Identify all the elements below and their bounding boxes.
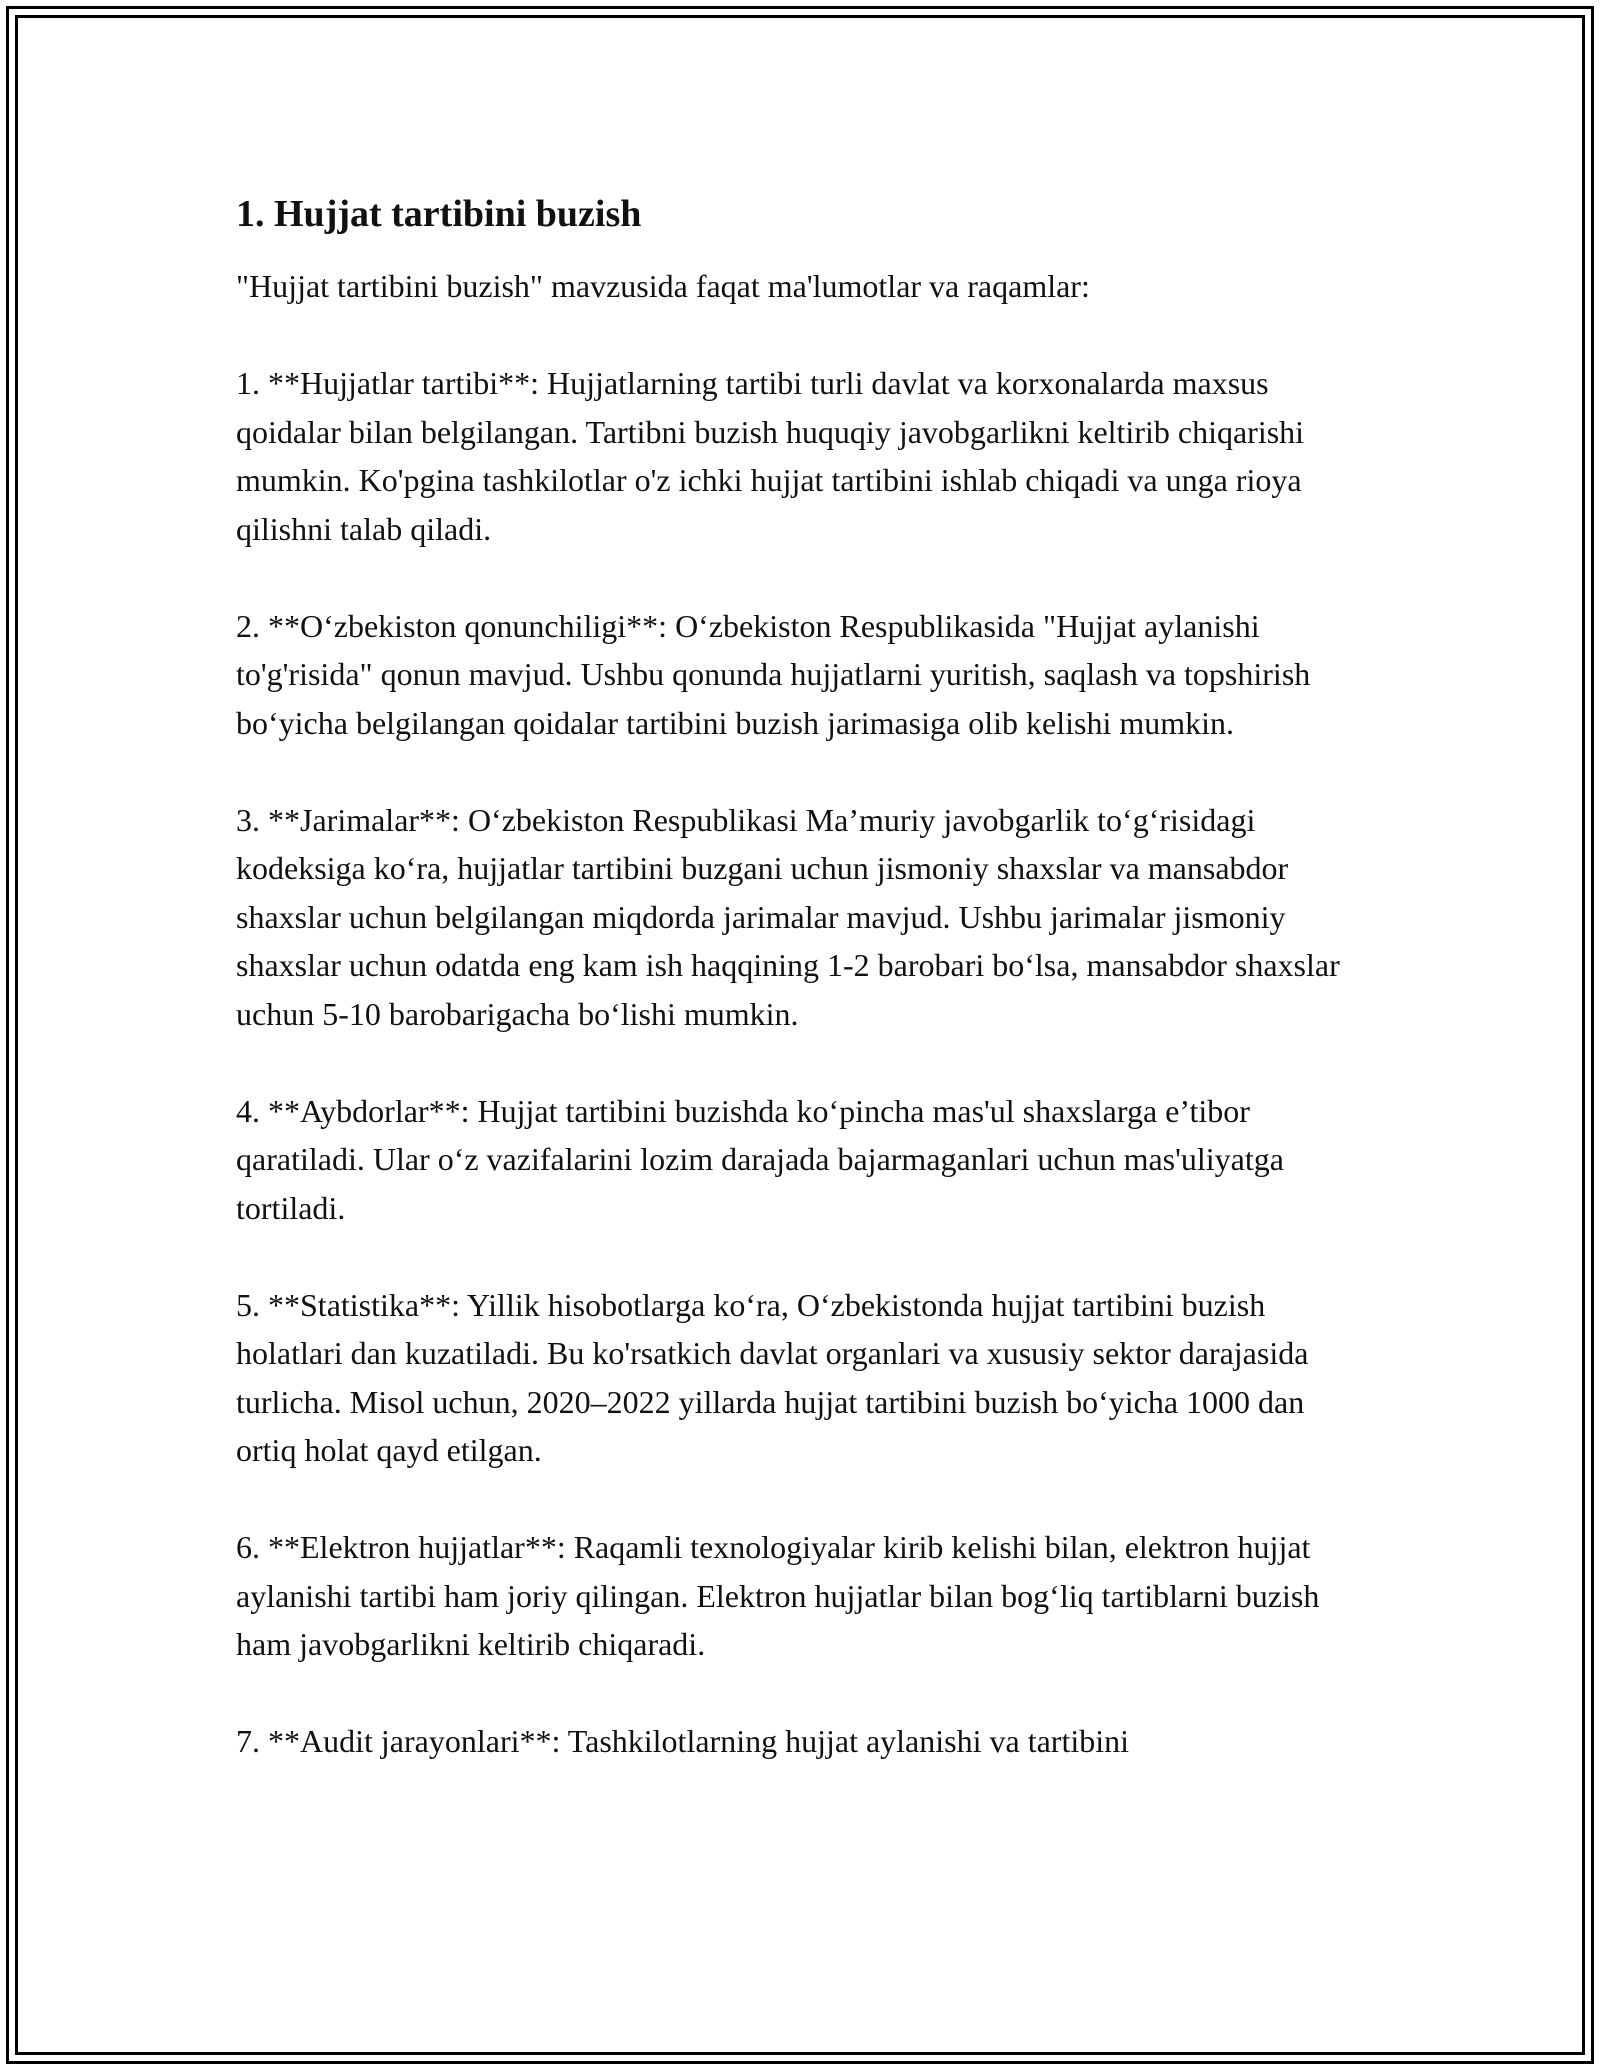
list-item-3: 3. **Jarimalar**: O‘zbekiston Respublikasi Ma’muriy javobgarlik to‘g‘risidagi kodeksiga ko‘ra, hujjatlar tartibini buzgani uchun jismoniy shaxslar va mansabdor shaxslar uchun belgilangan miqdorda jarimalar mavjud. Ushbu jarimalar jismoniy shaxslar uchun odatda eng kam ish haqqining 1-2 barobari bo‘lsa, mansabdor shaxslar uchun 5-10 barobarigacha bo‘lishi mumkin. <box>236 801 1340 1032</box>
document-body <box>236 188 1366 1814</box>
intro-paragraph: "Hujjat tartibini buzish" mavzusida faqat ma'lumotlar va raqamlar: <box>236 268 1090 304</box>
list-item-4: 4. **Aybdorlar**: Hujjat tartibini buzishda ko‘pincha mas'ul shaxslarga e’tibor qaratiladi. Ular o‘z vazifalarini lozim darajada bajarmaganlari uchun mas'uliyatga tortiladi. <box>236 1092 1284 1226</box>
list-item-7: 7. **Audit jarayonlari**: Tashkilotlarning hujjat aylanishi va tartibini <box>236 1723 1129 1759</box>
list-item-6: 6. **Elektron hujjatlar**: Raqamli texnologiyalar kirib kelishi bilan, elektron hujjat aylanishi tartibi ham joriy qilingan. Elektron hujjatlar bilan bog‘liq tartiblarni buzish ham javobgarlikni keltirib chiqaradi. <box>236 1529 1320 1662</box>
list-item-1: 1. **Hujjatlar tartibi**: Hujjatlarning tartibi turli davlat va korxonalarda maxsus qoidalar bilan belgilangan. Tartibni buzish huquqiy javobgarlikni keltirib chiqarishi mumkin. Ko'pgina tashkilotlar o'z ichki hujjat tartibini ishlab chiqadi va unga rioya qilishni talab qiladi. <box>236 365 1305 547</box>
list-item-5: 5. **Statistika**: Yillik hisobotlarga ko‘ra, O‘zbekistonda hujjat tartibini buzish holatlari dan kuzatiladi. Bu ko'rsatkich davlat organlari va xususiy sektor darajasida turlicha. Misol uchun, 2020–2022 yillarda hujjat tartibini buzish bo‘yicha 1000 dan ortiq holat qayd etilgan. <box>236 1286 1309 1468</box>
document-title: 1. Hujjat tartibini buzish <box>236 193 642 235</box>
list-item-2: 2. **O‘zbekiston qonunchiligi**: O‘zbekiston Respublikasida "Hujjat aylanishi to'g'risida" qonun mavjud. Ushbu qonunda hujjatlarni yuritish, saqlash va topshirish bo‘yicha belgilangan qoidalar tartibini buzish jarimasiga olib kelishi mumkin. <box>236 607 1311 741</box>
